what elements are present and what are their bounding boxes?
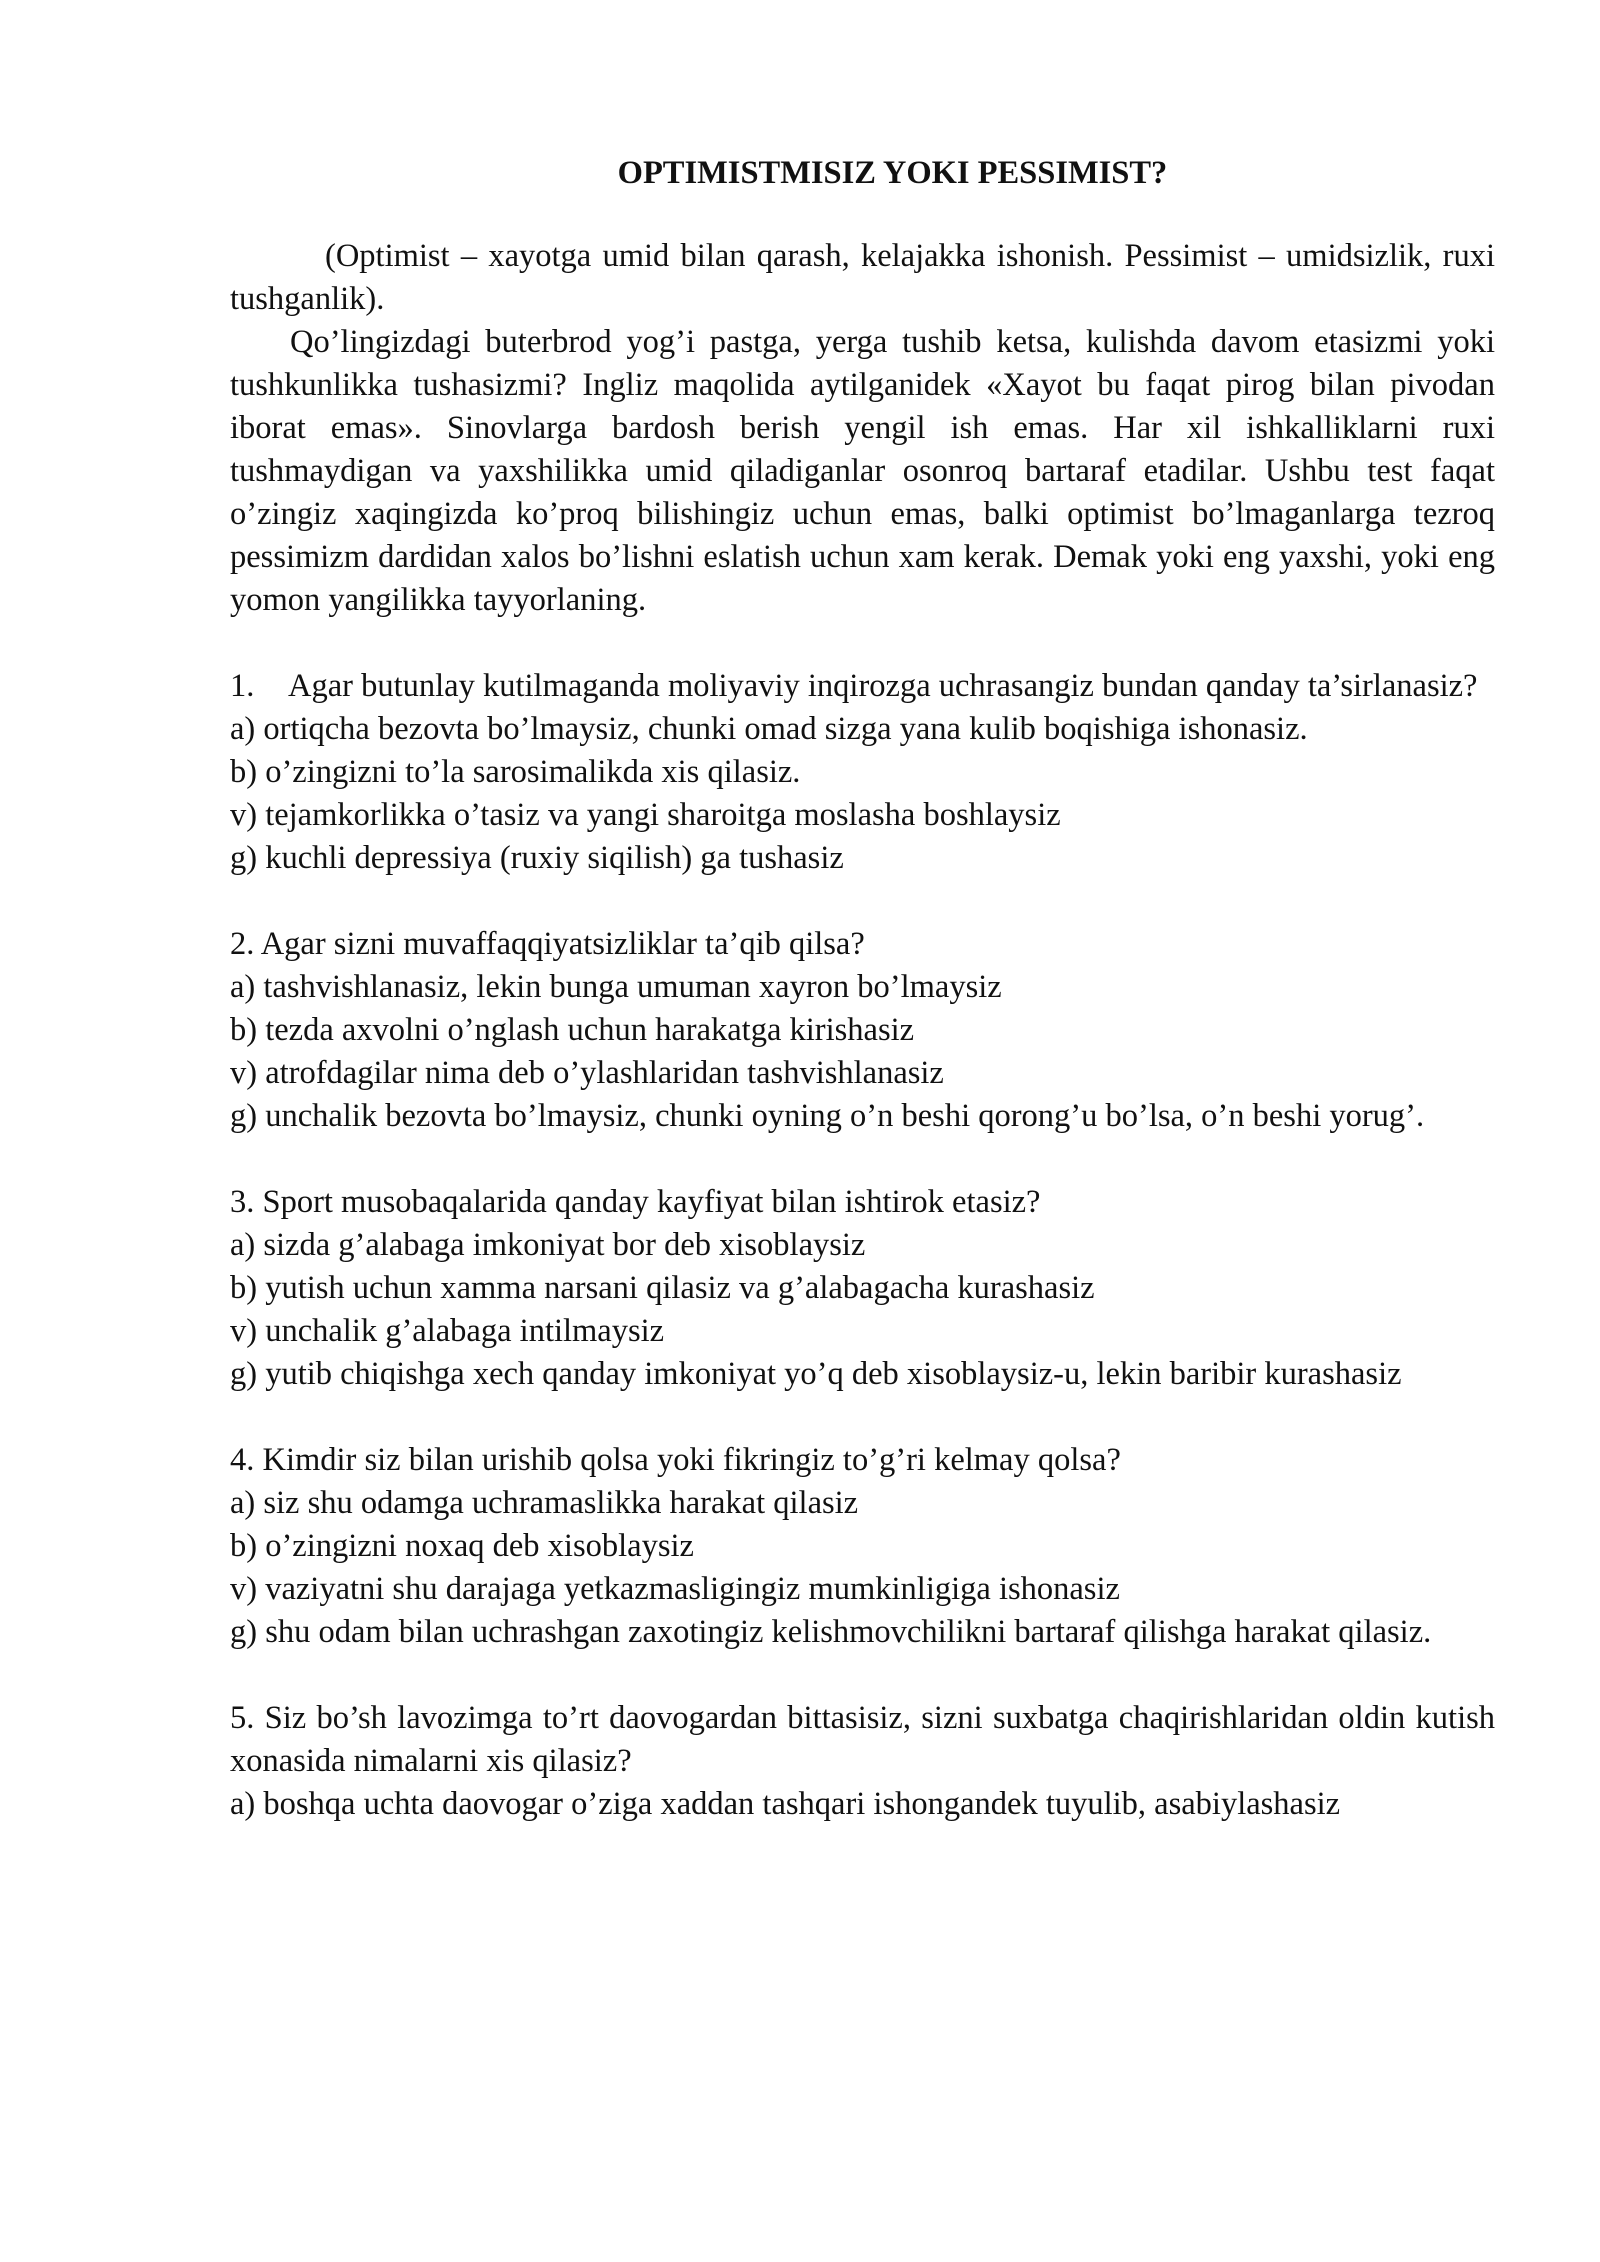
question-3: 3. Sport musobaqalarida qanday kayfiyat bilan ishtirok etasiz?	[230, 1184, 1041, 1220]
option-b: b) tezda axvolni o’nglash uchun harakatga kirishasiz	[230, 1012, 915, 1048]
document-title: OPTIMISTMISIZ YOKI PESSIMIST?	[617, 155, 1168, 191]
intro-definition: (Optimist – xayotga umid bilan qarash, kelajakka ishonish. Pessimist – umidsizlik, ruxi tushganlik).	[230, 238, 1495, 317]
intro-paragraph: Qo’lingizdagi buterbrod yog’i pastga, yerga tushib ketsa, kulishda davom etasizmi yoki tushkunlikka tushasizmi? Ingliz maqolida aytilganidek «Xayot bu faqat pirog bilan pivodan iborat emas». Sinovlarga bardosh berish yengil ish emas. Har xil ishkalliklarni ruxi tushmaydigan va yaxshilikka umid qiladiganlar osonroq bartaraf etadilar. Ushbu test faqat o’zingiz xaqingizda ko’proq bilishingiz uchun emas, balki optimist bo’lmaganlarga tezroq pessimizm dardidan xalos bo’lishni eslatish uchun xam kerak. Demak yoki eng yaxshi, yoki eng yomon yangilikka tayyorlaning.	[230, 324, 1495, 618]
question-text: Agar butunlay kutilmaganda moliyaviy inqirozga uchrasangiz bundan qanday ta’sirlanasiz?	[288, 668, 1478, 704]
document-page	[230, 152, 1495, 1826]
question-5: 5. Siz bo’sh lavozimga to’rt daovogardan bittasisiz, sizni suxbatga chaqirishlaridan oldin kutish xonasida nimalarni xis qilasiz?	[230, 1700, 1495, 1779]
option-g: g) shu odam bilan uchrashgan zaxotingiz kelishmovchilikni bartaraf qilishga harakat qilasiz.	[230, 1614, 1432, 1650]
option-a: a) tashvishlanasiz, lekin bunga umuman xayron bo’lmaysiz	[230, 969, 1002, 1005]
question-1	[230, 665, 1495, 708]
spacer	[230, 880, 1495, 923]
option-a: a) siz shu odamga uchramaslikka harakat qilasiz	[230, 1485, 859, 1521]
option-a: a) sizda g’alabaga imkoniyat bor deb xisoblaysiz	[230, 1227, 866, 1263]
option-b: b) yutish uchun xamma narsani qilasiz va g’alabagacha kurashasiz	[230, 1270, 1095, 1306]
spacer	[230, 1396, 1495, 1439]
option-b: b) o’zingizni to’la sarosimalikda xis qilasiz.	[230, 754, 801, 790]
option-a: a) boshqa uchta daovogar o’ziga xaddan tashqari ishongandek tuyulib, asabiylashasiz	[230, 1786, 1341, 1822]
option-g: g) yutib chiqishga xech qanday imkoniyat yo’q deb xisoblaysiz-u, lekin baribir kurashasiz	[230, 1356, 1402, 1392]
spacer	[230, 1138, 1495, 1181]
spacer	[230, 622, 1495, 665]
option-b: b) o’zingizni noxaq deb xisoblaysiz	[230, 1528, 694, 1564]
question-2: 2. Agar sizni muvaffaqqiyatsizliklar ta’qib qilsa?	[230, 926, 865, 962]
option-v: v) unchalik g’alabaga intilmaysiz	[230, 1313, 665, 1349]
option-g: g) kuchli depressiya (ruxiy siqilish) ga tushasiz	[230, 840, 844, 876]
spacer	[230, 1654, 1495, 1697]
option-g: g) unchalik bezovta bo’lmaysiz, chunki oyning o’n beshi qorong’u bo’lsa, o’n beshi yorug’.	[230, 1098, 1425, 1134]
question-number: 1.	[230, 668, 255, 704]
option-v: v) atrofdagilar nima deb o’ylashlaridan tashvishlanasiz	[230, 1055, 944, 1091]
option-v: v) vaziyatni shu darajaga yetkazmasligingiz mumkinligiga ishonasiz	[230, 1571, 1120, 1607]
question-4: 4. Kimdir siz bilan urishib qolsa yoki fikringiz to’g’ri kelmay qolsa?	[230, 1442, 1121, 1478]
option-v: v) tejamkorlikka o’tasiz va yangi sharoitga moslasha boshlaysiz	[230, 797, 1061, 833]
option-a: a) ortiqcha bezovta bo’lmaysiz, chunki omad sizga yana kulib boqishiga ishonasiz.	[230, 711, 1308, 747]
